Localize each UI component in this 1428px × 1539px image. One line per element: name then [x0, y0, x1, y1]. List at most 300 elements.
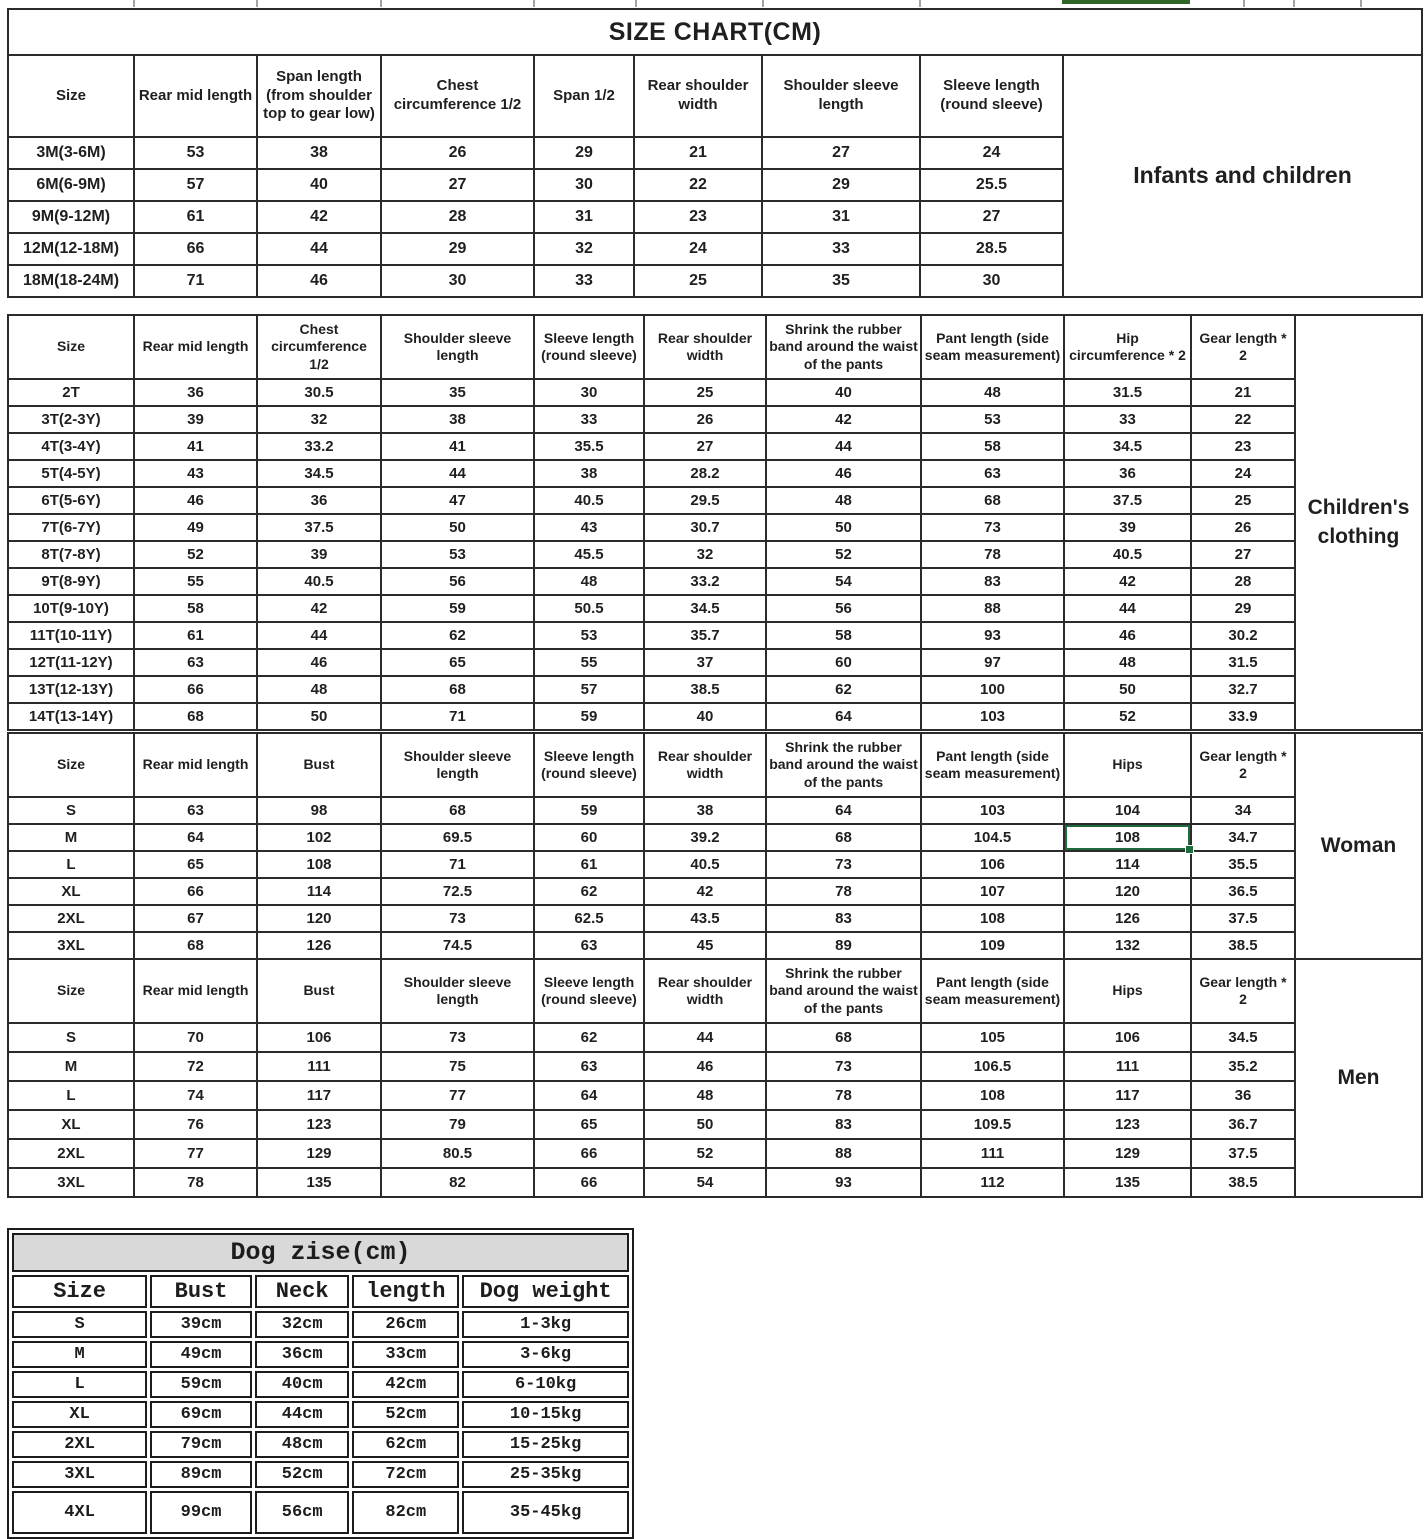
size-chart-title: SIZE CHART(CM) [8, 9, 1422, 55]
dog-table-title: Dog zise(cm) [12, 1233, 629, 1272]
value-cell: 58 [921, 433, 1064, 460]
column-gridline-tick [919, 0, 921, 7]
value-cell: 44 [1064, 595, 1191, 622]
value-cell: 48cm [255, 1431, 350, 1458]
value-cell: 135 [1064, 1168, 1191, 1197]
infants-table [7, 8, 1423, 298]
value-cell: 72.5 [381, 878, 534, 905]
selected-cell: 108 [1064, 824, 1191, 851]
column-gridline-tick [635, 0, 637, 7]
value-cell: 26 [1191, 514, 1295, 541]
dog-section [7, 1228, 634, 1539]
size-cell: M [12, 1341, 147, 1368]
value-cell: 73 [766, 851, 921, 878]
value-cell: 15-25kg [462, 1431, 629, 1458]
men-group-label: Men [1295, 959, 1422, 1197]
dog-table [7, 1228, 634, 1539]
size-cell: 2T [8, 379, 134, 406]
value-cell: 26cm [352, 1311, 459, 1338]
column-header: Pant length (side seam measurement) [921, 959, 1064, 1023]
value-cell: 66 [134, 233, 257, 265]
size-cell: 12M(12-18M) [8, 233, 134, 265]
value-cell: 42 [644, 878, 766, 905]
value-cell: 44 [381, 460, 534, 487]
column-header: Rear shoulder width [644, 959, 766, 1023]
value-cell: 39 [1064, 514, 1191, 541]
value-cell: 27 [644, 433, 766, 460]
value-cell: 34.5 [1064, 433, 1191, 460]
column-header: Dog weight [462, 1275, 629, 1308]
value-cell: 83 [766, 905, 921, 932]
value-cell: 129 [257, 1139, 381, 1168]
column-header: Hips [1064, 733, 1191, 797]
value-cell: 53 [134, 137, 257, 169]
value-cell: 56cm [255, 1491, 350, 1534]
value-cell: 38 [644, 797, 766, 824]
column-gridline-tick [1243, 0, 1245, 7]
value-cell: 36.7 [1191, 1110, 1295, 1139]
value-cell: 99cm [150, 1491, 252, 1534]
value-cell: 46 [257, 265, 381, 297]
value-cell: 59 [381, 595, 534, 622]
value-cell: 79cm [150, 1431, 252, 1458]
value-cell: 35.7 [644, 622, 766, 649]
value-cell: 78 [766, 878, 921, 905]
column-header: Rear shoulder width [634, 55, 762, 137]
value-cell: 34 [1191, 797, 1295, 824]
value-cell: 29 [534, 137, 634, 169]
column-gridline-tick [380, 0, 382, 7]
column-header: Size [8, 733, 134, 797]
value-cell: 50 [644, 1110, 766, 1139]
value-cell: 37.5 [1191, 1139, 1295, 1168]
size-cell: L [8, 1081, 134, 1110]
value-cell: 74 [134, 1081, 257, 1110]
value-cell: 83 [766, 1110, 921, 1139]
value-cell: 52 [134, 541, 257, 568]
size-cell: M [8, 824, 134, 851]
size-cell: L [12, 1371, 147, 1398]
value-cell: 117 [257, 1081, 381, 1110]
value-cell: 61 [134, 622, 257, 649]
value-cell: 76 [134, 1110, 257, 1139]
value-cell: 39.2 [644, 824, 766, 851]
value-cell: 93 [766, 1168, 921, 1197]
value-cell: 3-6kg [462, 1341, 629, 1368]
value-cell: 37.5 [1191, 905, 1295, 932]
value-cell: 50 [766, 514, 921, 541]
value-cell: 40 [766, 379, 921, 406]
value-cell: 108 [921, 905, 1064, 932]
value-cell: 42 [257, 201, 381, 233]
value-cell: 109.5 [921, 1110, 1064, 1139]
value-cell: 78 [921, 541, 1064, 568]
size-cell: 8T(7-8Y) [8, 541, 134, 568]
value-cell: 28 [381, 201, 534, 233]
value-cell: 33 [762, 233, 920, 265]
size-cell: XL [8, 1110, 134, 1139]
size-cell: 2XL [12, 1431, 147, 1458]
value-cell: 74.5 [381, 932, 534, 959]
column-gridline-tick [762, 0, 764, 7]
value-cell: 60 [766, 649, 921, 676]
value-cell: 32 [534, 233, 634, 265]
value-cell: 39 [257, 541, 381, 568]
value-cell: 44 [766, 433, 921, 460]
column-header: Size [8, 315, 134, 379]
value-cell: 40.5 [1064, 541, 1191, 568]
value-cell: 66 [134, 676, 257, 703]
value-cell: 44 [644, 1023, 766, 1052]
value-cell: 29 [762, 169, 920, 201]
value-cell: 30.5 [257, 379, 381, 406]
value-cell: 28.5 [920, 233, 1063, 265]
value-cell: 65 [534, 1110, 644, 1139]
value-cell: 48 [921, 379, 1064, 406]
size-cell: 6M(6-9M) [8, 169, 134, 201]
value-cell: 30.7 [644, 514, 766, 541]
value-cell: 46 [766, 460, 921, 487]
value-cell: 53 [381, 541, 534, 568]
value-cell: 43 [534, 514, 644, 541]
size-cell: S [8, 1023, 134, 1052]
value-cell: 106 [921, 851, 1064, 878]
value-cell: 73 [381, 905, 534, 932]
value-cell: 68 [134, 932, 257, 959]
value-cell: 52cm [352, 1401, 459, 1428]
value-cell: 45.5 [534, 541, 644, 568]
value-cell: 56 [766, 595, 921, 622]
value-cell: 65 [381, 649, 534, 676]
column-header: Sleeve length (round sleeve) [534, 315, 644, 379]
value-cell: 82 [381, 1168, 534, 1197]
value-cell: 98 [257, 797, 381, 824]
value-cell: 52 [766, 541, 921, 568]
column-header: length [352, 1275, 459, 1308]
column-header: Hip circumference * 2 [1064, 315, 1191, 379]
value-cell: 58 [766, 622, 921, 649]
column-header: Shrink the rubber band around the waist of the pants [766, 733, 921, 797]
column-header: Gear length * 2 [1191, 959, 1295, 1023]
size-cell: 7T(6-7Y) [8, 514, 134, 541]
value-cell: 22 [634, 169, 762, 201]
size-cell: 14T(13-14Y) [8, 703, 134, 730]
size-cell: 9M(9-12M) [8, 201, 134, 233]
value-cell: 35 [381, 379, 534, 406]
column-header: Gear length * 2 [1191, 733, 1295, 797]
value-cell: 62 [534, 1023, 644, 1052]
value-cell: 27 [1191, 541, 1295, 568]
value-cell: 62 [534, 878, 644, 905]
value-cell: 10-15kg [462, 1401, 629, 1428]
value-cell: 36.5 [1191, 878, 1295, 905]
size-cell: 4T(3-4Y) [8, 433, 134, 460]
value-cell: 63 [534, 932, 644, 959]
value-cell: 89cm [150, 1461, 252, 1488]
value-cell: 30 [534, 379, 644, 406]
value-cell: 55 [134, 568, 257, 595]
value-cell: 62 [381, 622, 534, 649]
value-cell: 104 [1064, 797, 1191, 824]
value-cell: 33 [534, 265, 634, 297]
value-cell: 71 [381, 851, 534, 878]
value-cell: 111 [1064, 1052, 1191, 1081]
excel-selection-artifact [1062, 0, 1190, 4]
column-header: Pant length (side seam measurement) [921, 733, 1064, 797]
value-cell: 68 [381, 797, 534, 824]
value-cell: 22 [1191, 406, 1295, 433]
value-cell: 88 [766, 1139, 921, 1168]
size-cell: 3XL [8, 1168, 134, 1197]
size-cell: L [8, 851, 134, 878]
value-cell: 50.5 [534, 595, 644, 622]
value-cell: 32 [644, 541, 766, 568]
size-cell: 2XL [8, 1139, 134, 1168]
value-cell: 35-45kg [462, 1491, 629, 1534]
value-cell: 66 [534, 1139, 644, 1168]
value-cell: 108 [921, 1081, 1064, 1110]
value-cell: 23 [634, 201, 762, 233]
value-cell: 28.2 [644, 460, 766, 487]
value-cell: 1-3kg [462, 1311, 629, 1338]
value-cell: 30 [534, 169, 634, 201]
value-cell: 71 [134, 265, 257, 297]
children-group-label: Children's clothing [1295, 315, 1422, 730]
value-cell: 46 [257, 649, 381, 676]
size-cell: 11T(10-11Y) [8, 622, 134, 649]
value-cell: 104.5 [921, 824, 1064, 851]
column-gridline-tick [256, 0, 258, 7]
size-cell: 4XL [12, 1491, 147, 1534]
column-header: Shoulder sleeve length [381, 733, 534, 797]
value-cell: 30 [381, 265, 534, 297]
value-cell: 68 [766, 824, 921, 851]
value-cell: 48 [644, 1081, 766, 1110]
value-cell: 56 [381, 568, 534, 595]
value-cell: 6-10kg [462, 1371, 629, 1398]
value-cell: 42 [1064, 568, 1191, 595]
value-cell: 117 [1064, 1081, 1191, 1110]
value-cell: 69cm [150, 1401, 252, 1428]
column-header: Rear mid length [134, 959, 257, 1023]
value-cell: 28 [1191, 568, 1295, 595]
value-cell: 89 [766, 932, 921, 959]
size-cell: 2XL [8, 905, 134, 932]
column-header: Rear mid length [134, 733, 257, 797]
value-cell: 50 [1064, 676, 1191, 703]
value-cell: 35.5 [534, 433, 644, 460]
value-cell: 40.5 [644, 851, 766, 878]
value-cell: 75 [381, 1052, 534, 1081]
column-header: Bust [150, 1275, 252, 1308]
column-gridline-tick [1360, 0, 1362, 7]
value-cell: 21 [1191, 379, 1295, 406]
value-cell: 66 [134, 878, 257, 905]
value-cell: 70 [134, 1023, 257, 1052]
value-cell: 114 [1064, 851, 1191, 878]
value-cell: 41 [381, 433, 534, 460]
size-cell: 18M(18-24M) [8, 265, 134, 297]
size-cell: 3XL [12, 1461, 147, 1488]
value-cell: 106 [1064, 1023, 1191, 1052]
column-header: Chest circumference 1/2 [257, 315, 381, 379]
value-cell: 72cm [352, 1461, 459, 1488]
value-cell: 35.5 [1191, 851, 1295, 878]
value-cell: 48 [534, 568, 644, 595]
value-cell: 36 [1064, 460, 1191, 487]
value-cell: 34.5 [644, 595, 766, 622]
value-cell: 93 [921, 622, 1064, 649]
value-cell: 123 [1064, 1110, 1191, 1139]
value-cell: 64 [766, 797, 921, 824]
value-cell: 77 [134, 1139, 257, 1168]
value-cell: 111 [921, 1139, 1064, 1168]
value-cell: 59 [534, 797, 644, 824]
value-cell: 111 [257, 1052, 381, 1081]
value-cell: 34.5 [257, 460, 381, 487]
value-cell: 126 [1064, 905, 1191, 932]
value-cell: 55 [534, 649, 644, 676]
value-cell: 41 [134, 433, 257, 460]
value-cell: 50 [257, 703, 381, 730]
value-cell: 102 [257, 824, 381, 851]
size-cell: 3T(2-3Y) [8, 406, 134, 433]
value-cell: 129 [1064, 1139, 1191, 1168]
value-cell: 44cm [255, 1401, 350, 1428]
value-cell: 39 [134, 406, 257, 433]
value-cell: 32cm [255, 1311, 350, 1338]
column-header: Shoulder sleeve length [381, 959, 534, 1023]
value-cell: 25-35kg [462, 1461, 629, 1488]
size-cell: XL [12, 1401, 147, 1428]
value-cell: 23 [1191, 433, 1295, 460]
column-header: Shrink the rubber band around the waist of the pants [766, 315, 921, 379]
value-cell: 32 [257, 406, 381, 433]
value-cell: 106.5 [921, 1052, 1064, 1081]
column-header: Bust [257, 733, 381, 797]
column-header: Chest circumference 1/2 [381, 55, 534, 137]
value-cell: 31.5 [1191, 649, 1295, 676]
value-cell: 29 [1191, 595, 1295, 622]
size-cell: M [8, 1052, 134, 1081]
value-cell: 52 [1064, 703, 1191, 730]
children-table [7, 314, 1423, 731]
column-header: Shoulder sleeve length [762, 55, 920, 137]
value-cell: 72 [134, 1052, 257, 1081]
value-cell: 88 [921, 595, 1064, 622]
column-header: Span length (from shoulder top to gear low) [257, 55, 381, 137]
value-cell: 24 [1191, 460, 1295, 487]
value-cell: 62.5 [534, 905, 644, 932]
value-cell: 35.2 [1191, 1052, 1295, 1081]
value-cell: 33.9 [1191, 703, 1295, 730]
value-cell: 46 [134, 487, 257, 514]
size-cell: 12T(11-12Y) [8, 649, 134, 676]
value-cell: 108 [257, 851, 381, 878]
value-cell: 97 [921, 649, 1064, 676]
value-cell: 48 [766, 487, 921, 514]
value-cell: 82cm [352, 1491, 459, 1534]
size-cell: 3XL [8, 932, 134, 959]
value-cell: 31 [762, 201, 920, 233]
value-cell: 29.5 [644, 487, 766, 514]
value-cell: 38.5 [1191, 932, 1295, 959]
value-cell: 112 [921, 1168, 1064, 1197]
value-cell: 27 [762, 137, 920, 169]
value-cell: 26 [644, 406, 766, 433]
value-cell: 48 [1064, 649, 1191, 676]
value-cell: 48 [257, 676, 381, 703]
size-cell: S [12, 1311, 147, 1338]
size-cell: 13T(12-13Y) [8, 676, 134, 703]
value-cell: 27 [381, 169, 534, 201]
value-cell: 40cm [255, 1371, 350, 1398]
infants-group-label: Infants and children [1063, 55, 1422, 297]
value-cell: 31.5 [1064, 379, 1191, 406]
column-header: Shoulder sleeve length [381, 315, 534, 379]
value-cell: 33cm [352, 1341, 459, 1368]
column-header: Shrink the rubber band around the waist of the pants [766, 959, 921, 1023]
value-cell: 78 [766, 1081, 921, 1110]
value-cell: 64 [534, 1081, 644, 1110]
value-cell: 39cm [150, 1311, 252, 1338]
value-cell: 58 [134, 595, 257, 622]
value-cell: 68 [921, 487, 1064, 514]
size-cell: 5T(4-5Y) [8, 460, 134, 487]
value-cell: 50 [381, 514, 534, 541]
value-cell: 27 [920, 201, 1063, 233]
value-cell: 83 [921, 568, 1064, 595]
column-header: Sleeve length (round sleeve) [534, 959, 644, 1023]
value-cell: 103 [921, 703, 1064, 730]
value-cell: 106 [257, 1023, 381, 1052]
value-cell: 44 [257, 233, 381, 265]
column-header: Size [12, 1275, 147, 1308]
value-cell: 100 [921, 676, 1064, 703]
value-cell: 57 [534, 676, 644, 703]
column-gridline-tick [133, 0, 135, 7]
value-cell: 63 [534, 1052, 644, 1081]
size-cell: 10T(9-10Y) [8, 595, 134, 622]
value-cell: 33 [534, 406, 644, 433]
value-cell: 64 [766, 703, 921, 730]
value-cell: 25 [634, 265, 762, 297]
value-cell: 35 [762, 265, 920, 297]
value-cell: 61 [534, 851, 644, 878]
value-cell: 109 [921, 932, 1064, 959]
value-cell: 30 [920, 265, 1063, 297]
value-cell: 49cm [150, 1341, 252, 1368]
value-cell: 120 [257, 905, 381, 932]
value-cell: 68 [134, 703, 257, 730]
value-cell: 59cm [150, 1371, 252, 1398]
value-cell: 126 [257, 932, 381, 959]
value-cell: 42 [257, 595, 381, 622]
size-cell: 6T(5-6Y) [8, 487, 134, 514]
size-cell: 9T(8-9Y) [8, 568, 134, 595]
value-cell: 73 [766, 1052, 921, 1081]
value-cell: 40.5 [257, 568, 381, 595]
value-cell: 68 [766, 1023, 921, 1052]
value-cell: 33 [1064, 406, 1191, 433]
column-header: Sleeve length (round sleeve) [534, 733, 644, 797]
value-cell: 65 [134, 851, 257, 878]
value-cell: 47 [381, 487, 534, 514]
value-cell: 43.5 [644, 905, 766, 932]
value-cell: 40 [644, 703, 766, 730]
value-cell: 49 [134, 514, 257, 541]
men-table [7, 958, 1423, 1198]
